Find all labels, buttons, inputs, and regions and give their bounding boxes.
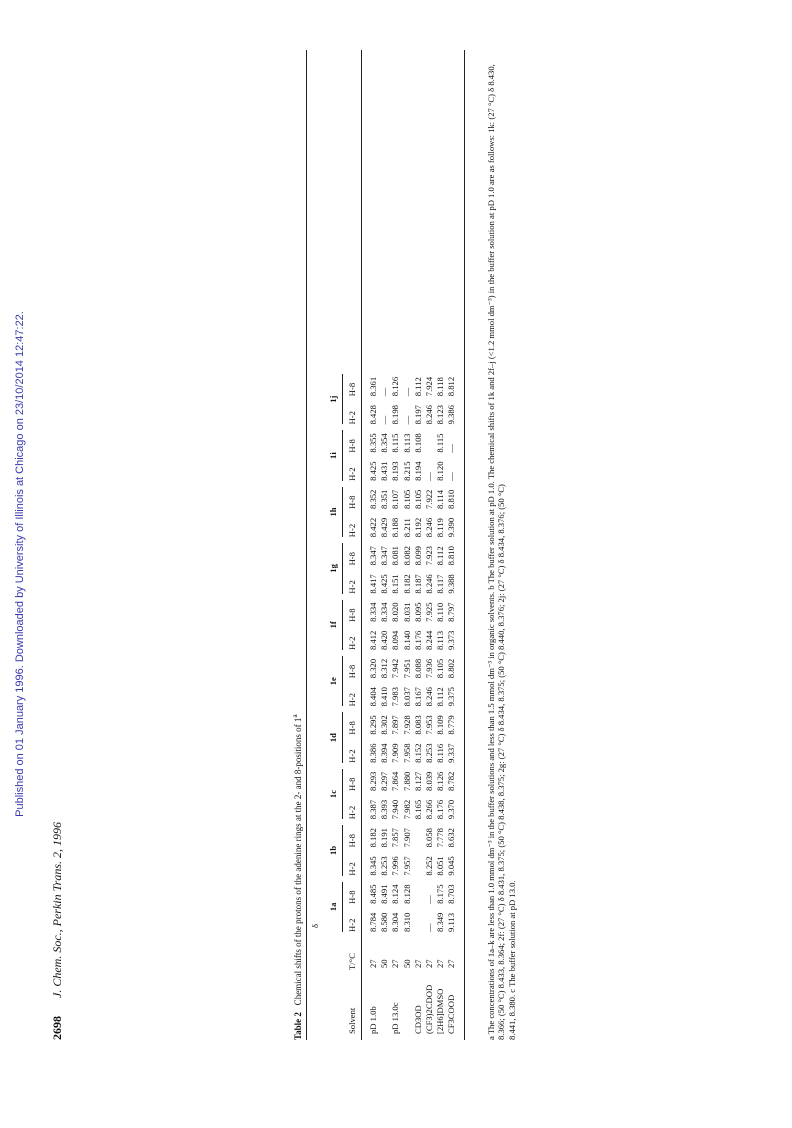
shift-value: 8.031 (401, 602, 412, 622)
shift-value: 8.812 (446, 376, 457, 397)
shift-value: 8.126 (435, 771, 446, 791)
shift-value: 7.983 (390, 687, 401, 707)
group-underline (342, 543, 343, 593)
shift-value: 7.778 (435, 828, 446, 848)
shift-value: 8.425 (368, 461, 378, 481)
group-header-1d: 1d (328, 733, 338, 743)
shift-value: 8.347 (368, 546, 378, 566)
shift-value: 8.304 (390, 912, 401, 932)
subheader-h-2: H-2 (347, 523, 357, 538)
shift-value: 8.347 (379, 546, 390, 566)
shift-value: 8.191 (379, 828, 390, 848)
shift-value: 8.393 (379, 799, 390, 820)
rotated-table-area (290, 50, 530, 1040)
shift-value: 8.312 (379, 658, 390, 679)
shift-value: 7.936 (424, 658, 434, 679)
shift-value: 8.113 (401, 433, 412, 453)
subheader-h-2: H-2 (347, 411, 357, 425)
shift-value: 8.410 (379, 687, 390, 707)
page-number: 2698 (50, 1016, 64, 1040)
table-top-rule (306, 50, 307, 1040)
shift-value: 8.112 (412, 377, 423, 397)
row-temp: 27 (390, 959, 401, 968)
shift-value: 8.109 (435, 715, 446, 735)
shift-value: 8.051 (435, 856, 446, 876)
shift-value: 7.923 (424, 546, 434, 566)
page-footer (50, 720, 80, 1040)
shift-value: 8.345 (368, 856, 378, 876)
footnote-line-1: a The concentrations of 1a–k are less than 1.0 mmol dm⁻³ in the buffer solutions and less than 1.5 mmol dm⁻³ in organic solvents. b The buffer solution at pD 1.0. The chemical shifts of 1k and 2f–j (<1.2 mmol dm⁻³) in the buffer solution at pD 1.0 are as follows: 1k: (27 °C) δ 8.430, 8.366; (50 °C) 8.433, 8.364; 2f: (27 °C) δ 8.431, 8.375; (50 °C) 8.438, 8.375; 2g: (27 °C) δ 8.434, 8.375; (50 °C) 8.440, 8.376; 2j: (27 °C) δ 8.434, 8.376; (50 °C) (486, 64, 507, 1040)
shift-value: — (401, 415, 412, 425)
shift-value: 9.113 (446, 912, 457, 932)
shift-value: — (424, 895, 434, 904)
row-temp: 50 (379, 959, 390, 968)
shift-value: 9.375 (446, 687, 457, 707)
shift-value: 7.996 (390, 856, 401, 876)
shift-value: 8.127 (412, 771, 423, 791)
shift-value: 8.165 (412, 799, 423, 820)
subheader-h-8: H-8 (347, 834, 357, 848)
shift-value: 8.797 (446, 602, 457, 622)
shift-value: 8.485 (368, 884, 378, 904)
shift-value: 8.198 (390, 405, 401, 425)
subheader-h-2: H-2 (347, 636, 357, 650)
subheader-h-2: H-2 (347, 805, 357, 820)
shift-value: 8.425 (379, 574, 390, 594)
table-header-rule (361, 50, 362, 1040)
shift-value: — (379, 387, 390, 397)
shift-value: 8.140 (401, 630, 412, 650)
shift-value: 7.953 (424, 715, 434, 735)
shift-value: 8.124 (390, 884, 401, 904)
shift-value: 8.320 (368, 658, 378, 679)
subheader-h-8: H-8 (347, 382, 357, 397)
shift-value: 8.176 (412, 630, 423, 650)
shift-value: — (424, 472, 434, 481)
shift-value: 8.246 (424, 574, 434, 594)
group-underline (342, 882, 343, 932)
group-header-1j: 1j (328, 395, 338, 403)
shift-value: 7.982 (401, 799, 412, 820)
shift-value: 8.167 (412, 687, 423, 707)
shift-value: 8.116 (435, 743, 446, 763)
row-solvent: pD 13.0c (390, 1002, 401, 1034)
group-header-1f: 1f (328, 621, 338, 629)
shift-value: — (446, 472, 457, 481)
row-temp: 27 (368, 959, 378, 968)
shift-value: 8.126 (390, 376, 401, 397)
table-caption-footnote-mark: a (290, 714, 299, 718)
group-header-1h: 1h (328, 507, 338, 517)
shift-value: 8.422 (368, 517, 378, 538)
shift-value: 8.404 (368, 687, 378, 707)
shift-value: 8.244 (424, 630, 434, 650)
row-solvent: CF3COOD (446, 994, 457, 1034)
shift-value: 8.187 (412, 574, 423, 594)
group-underline (342, 487, 343, 537)
delta-header: δ (310, 923, 320, 928)
shift-value: 8.039 (424, 771, 434, 791)
subheader-h-8: H-8 (347, 439, 357, 453)
shift-value: 8.580 (379, 912, 390, 932)
shift-value: 8.175 (435, 884, 446, 904)
shift-value: 8.420 (379, 630, 390, 650)
shift-value: 8.108 (412, 433, 423, 453)
shift-value: 8.334 (379, 602, 390, 622)
shift-value: 8.193 (390, 461, 401, 481)
temp-header: T/°C (347, 953, 357, 970)
shift-value: 7.907 (401, 828, 412, 848)
shift-value: 8.105 (412, 489, 423, 509)
row-solvent: CD3OD (412, 1005, 423, 1034)
solvent-header: Solvent (347, 1007, 357, 1034)
shift-value: 8.176 (435, 799, 446, 820)
shift-value: — (401, 387, 412, 397)
shift-value: 8.118 (435, 377, 446, 397)
shift-value: 8.394 (379, 743, 390, 763)
shift-value: 7.925 (424, 602, 434, 622)
shift-value: 7.940 (390, 799, 401, 820)
table-caption-text: Chemical shifts of the protons of the adenine rings at the 2- and 8-positions of 1 (293, 717, 303, 1006)
shift-value: 8.037 (401, 687, 412, 707)
download-watermark (2, 0, 38, 1128)
shift-value: — (379, 415, 390, 425)
shift-value: 8.083 (412, 715, 423, 735)
shift-value: 8.119 (435, 518, 446, 538)
shift-value: 8.117 (435, 574, 446, 594)
shift-value: 8.182 (401, 574, 412, 594)
shift-value: 8.355 (368, 433, 378, 453)
row-solvent: [2H6]DMSO (435, 988, 446, 1034)
shift-value: 7.857 (390, 828, 401, 848)
table-label: Table 2 (293, 1012, 303, 1040)
shift-value: 8.099 (412, 546, 423, 566)
shift-value: 8.152 (412, 743, 423, 763)
shift-value: 8.412 (368, 630, 378, 650)
shift-value: 8.246 (424, 405, 434, 425)
shift-value: 8.194 (412, 461, 423, 481)
group-underline (342, 430, 343, 480)
shift-value: 8.810 (446, 546, 457, 566)
shift-value: 8.112 (435, 687, 446, 707)
row-solvent: (CF3)2CDOD (424, 984, 434, 1034)
row-temp: 50 (401, 959, 412, 968)
shift-value: 8.105 (401, 489, 412, 509)
shift-value: 9.388 (446, 574, 457, 594)
group-underline (342, 600, 343, 650)
shift-value: 8.115 (435, 433, 446, 453)
shift-value: 8.802 (446, 658, 457, 679)
shift-value: 8.782 (446, 771, 457, 791)
group-underline (342, 825, 343, 875)
subheader-h-2: H-2 (347, 749, 357, 763)
shift-value: 8.246 (424, 517, 434, 538)
shift-value: 8.253 (424, 743, 434, 763)
shift-value: 9.386 (446, 405, 457, 425)
group-header-1b: 1b (328, 845, 338, 855)
shift-value: 8.020 (390, 602, 401, 622)
shift-value: 8.784 (368, 912, 378, 932)
subheader-h-2: H-2 (347, 918, 357, 932)
group-header-1i: 1i (328, 452, 338, 459)
subheader-h-8: H-8 (347, 552, 357, 566)
subheader-h-8: H-8 (347, 495, 357, 509)
group-header-1e: 1e (328, 677, 338, 686)
subheader-h-8: H-8 (347, 664, 357, 679)
shift-value: 8.120 (435, 461, 446, 481)
shift-value: — (446, 444, 457, 453)
shift-value: — (424, 923, 434, 932)
shift-value: 8.632 (446, 828, 457, 848)
shift-value: 8.112 (435, 546, 446, 566)
shift-value: 8.417 (368, 574, 378, 594)
table-bottom-rule (464, 50, 465, 1040)
row-temp: 27 (412, 959, 423, 968)
group-header-1a: 1a (328, 902, 338, 912)
subheader-h-2: H-2 (347, 862, 357, 876)
shift-value: 7.928 (401, 715, 412, 735)
shift-value: 8.123 (435, 405, 446, 425)
table-caption (290, 714, 303, 1040)
shift-value: 8.302 (379, 715, 390, 735)
shift-value: 8.351 (379, 489, 390, 509)
subheader-h-8: H-8 (347, 890, 357, 904)
shift-value: 7.958 (401, 743, 412, 763)
shift-value: 8.703 (446, 884, 457, 904)
shift-value: 8.192 (412, 517, 423, 538)
table-footnotes (486, 50, 517, 1040)
shift-value: 8.151 (390, 574, 401, 594)
group-underline (342, 656, 343, 706)
shift-value: 8.293 (368, 771, 378, 791)
shift-value: 8.779 (446, 715, 457, 735)
subheader-h-2: H-2 (347, 580, 357, 594)
group-header-1g: 1g (328, 564, 338, 573)
shift-value: 9.045 (446, 856, 457, 876)
shift-value: 8.810 (446, 489, 457, 509)
shift-value: 8.082 (401, 546, 412, 566)
shift-value: 7.924 (424, 376, 434, 397)
shift-value: 7.880 (401, 771, 412, 791)
subheader-h-2: H-2 (347, 467, 357, 481)
shift-value: 8.105 (435, 658, 446, 679)
shift-value: 8.081 (390, 546, 401, 566)
shift-value: 8.352 (368, 489, 378, 509)
shift-value: 8.113 (435, 630, 446, 650)
group-underline (342, 769, 343, 819)
shift-value: 8.188 (390, 517, 401, 538)
shift-value: 8.115 (390, 433, 401, 453)
shift-value: 8.354 (379, 433, 390, 453)
watermark-text: Published on 01 January 1996. Downloaded by University of Illinois at Chicago on 23/10/2014 12:47:22. (14, 311, 26, 817)
shift-value: 8.058 (424, 828, 434, 848)
shift-value: 8.491 (379, 884, 390, 904)
subheader-h-8: H-8 (347, 777, 357, 791)
shift-value: 8.246 (424, 687, 434, 707)
group-underline (342, 712, 343, 762)
subheader-h-8: H-8 (347, 608, 357, 622)
shift-value: 8.431 (379, 461, 390, 481)
shift-value: 9.390 (446, 517, 457, 538)
group-underline (342, 374, 343, 424)
shift-value: 8.361 (368, 376, 378, 397)
row-solvent: pD 1.0b (368, 1006, 378, 1034)
shift-value: 9.373 (446, 630, 457, 650)
shift-value: 8.349 (435, 912, 446, 932)
shift-value: 7.922 (424, 489, 434, 509)
shift-value: 8.197 (412, 405, 423, 425)
shift-value: 8.252 (424, 856, 434, 876)
subheader-h-2: H-2 (347, 693, 357, 707)
shift-value: 8.387 (368, 799, 378, 820)
row-temp: 27 (446, 959, 457, 968)
shift-value: 8.094 (390, 630, 401, 650)
shift-value: 8.095 (412, 602, 423, 622)
row-temp: 27 (424, 959, 434, 968)
shift-value: 8.110 (435, 602, 446, 622)
shift-value: 8.253 (379, 856, 390, 876)
shift-value: 8.295 (368, 715, 378, 735)
shift-value: 7.909 (390, 743, 401, 763)
shift-value: 7.951 (401, 658, 412, 679)
shift-value: 7.957 (401, 856, 412, 876)
shift-value: 8.297 (379, 771, 390, 791)
row-temp: 27 (435, 959, 446, 968)
shift-value: 7.897 (390, 715, 401, 735)
journal-citation: J. Chem. Soc., Perkin Trans. 2, 1996 (50, 822, 64, 998)
shift-value: 9.337 (446, 743, 457, 763)
shift-value: 8.107 (390, 489, 401, 509)
shift-value: 8.215 (401, 461, 412, 481)
shift-value: 7.942 (390, 658, 401, 679)
shift-value: 8.428 (368, 405, 378, 425)
shift-value: 8.088 (412, 658, 423, 679)
footnote-line-2: 8.441, 8.380. c The buffer solution at pD 13.0. (506, 880, 517, 1040)
shift-value: 8.266 (424, 799, 434, 820)
group-header-1c: 1c (328, 789, 338, 799)
shift-value: 8.114 (435, 489, 446, 509)
subheader-h-8: H-8 (347, 721, 357, 735)
shift-value: 8.211 (401, 518, 412, 538)
shift-value: 8.182 (368, 828, 378, 848)
shift-value: 8.128 (401, 884, 412, 904)
shift-value: 9.370 (446, 799, 457, 820)
shift-value: 8.334 (368, 602, 378, 622)
shift-value: 8.429 (379, 517, 390, 538)
shift-value: 8.386 (368, 743, 378, 763)
shift-value: 7.864 (390, 771, 401, 791)
shift-value: 8.310 (401, 912, 412, 932)
